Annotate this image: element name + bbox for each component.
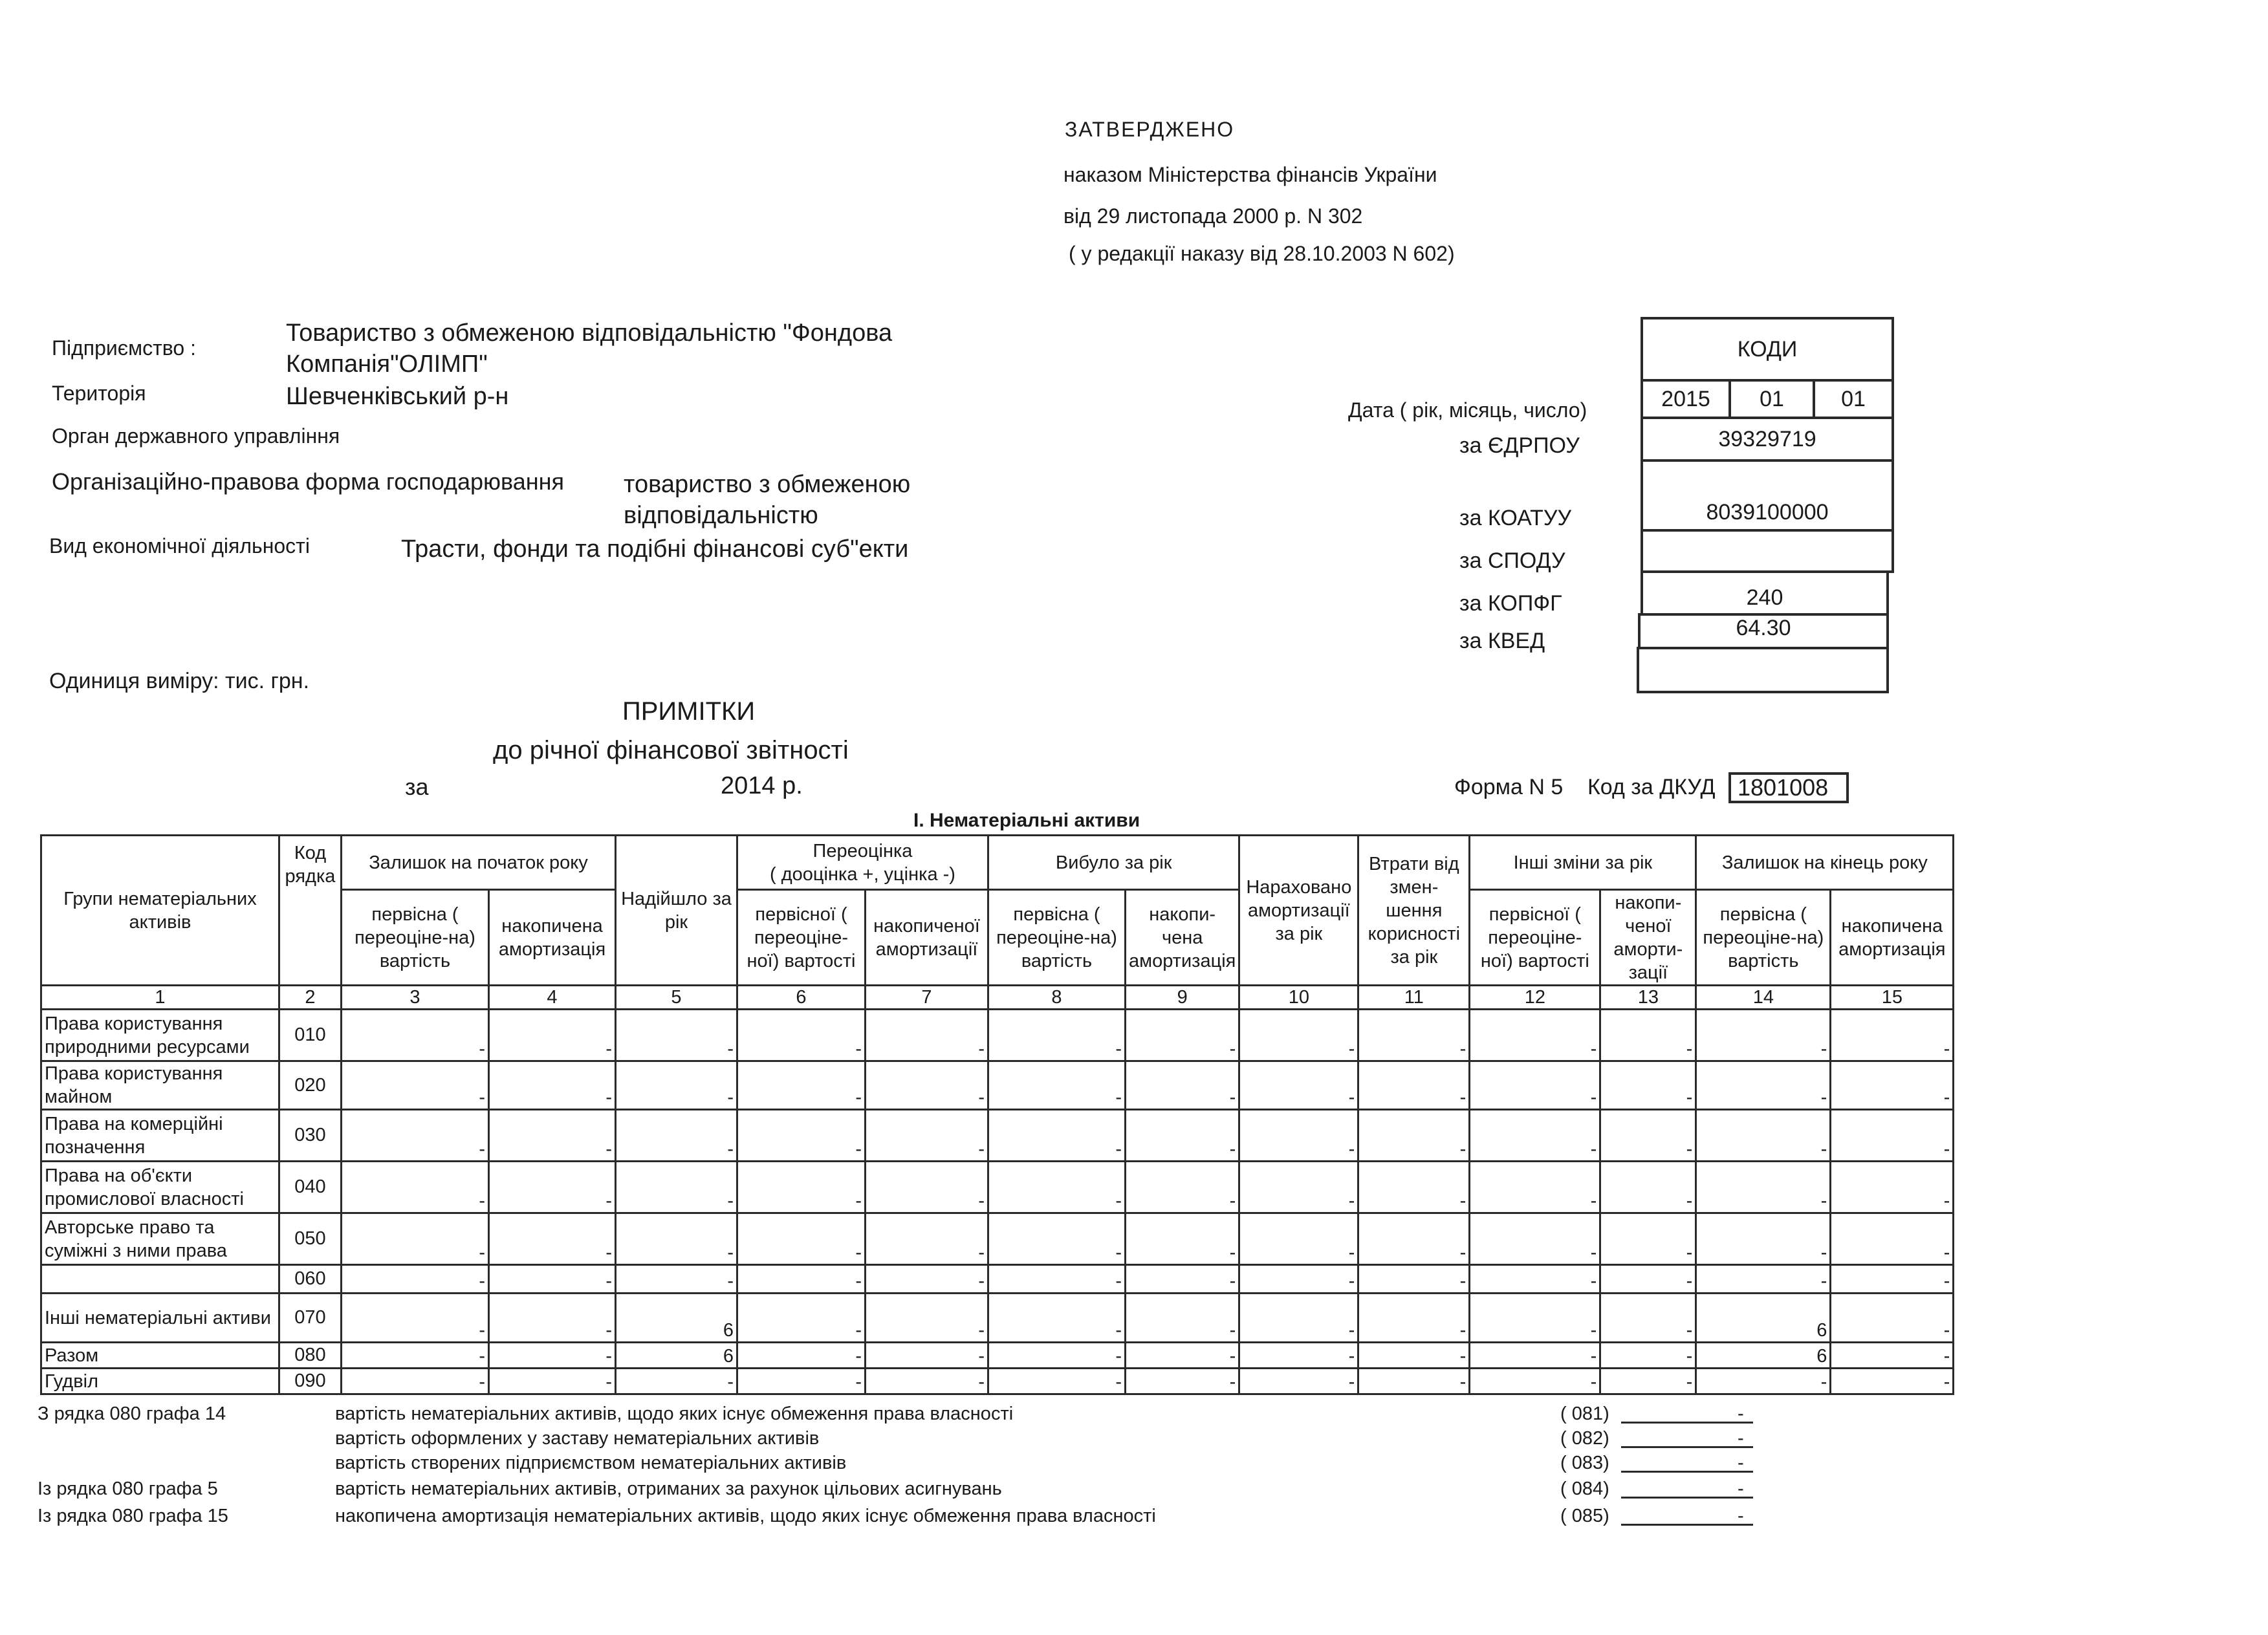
kved-value: 64.30 — [1638, 613, 1889, 649]
row-code: 070 — [279, 1294, 342, 1343]
header-amortization: Нараховано амортизації за рік — [1239, 836, 1358, 986]
column-number: 12 — [1470, 986, 1600, 1010]
row-value: - — [1470, 1162, 1600, 1213]
row-value: - — [1358, 1369, 1470, 1394]
subheader-disposed-initial: первісна ( переоціне-на) вартість — [988, 890, 1126, 986]
column-number: 6 — [737, 986, 866, 1010]
row-value: - — [489, 1294, 616, 1343]
row-value: - — [1239, 1162, 1358, 1213]
row-value: - — [866, 1294, 988, 1343]
row-name: Права користування майном — [41, 1061, 279, 1110]
row-value: - — [1358, 1010, 1470, 1061]
row-name: Права на об'єкти промислової власності — [41, 1162, 279, 1213]
table-row — [41, 1369, 1954, 1394]
row-value: - — [1470, 1061, 1600, 1110]
row-name: Разом — [41, 1343, 279, 1369]
row-value: - — [1600, 1213, 1696, 1265]
row-value: - — [866, 1110, 988, 1162]
column-number: 5 — [616, 986, 737, 1010]
date-month: 01 — [1728, 379, 1815, 419]
legal-form-value-line1: товариство з обмеженою — [624, 471, 911, 498]
row-value: - — [1239, 1265, 1358, 1294]
column-number: 9 — [1126, 986, 1239, 1010]
subheader-disposed-accum: накопи-чена амортизація — [1126, 890, 1239, 986]
row-code: 060 — [279, 1265, 342, 1294]
row-value: - — [489, 1162, 616, 1213]
column-number: 2 — [279, 986, 342, 1010]
subheader-closing-initial: первісна ( переоціне-на) вартість — [1696, 890, 1831, 986]
footnote-prefix: З рядка 080 графа 14 — [38, 1403, 226, 1424]
row-value: - — [866, 1213, 988, 1265]
row-value: - — [1470, 1213, 1600, 1265]
row-value: - — [1126, 1343, 1239, 1369]
row-value: - — [1831, 1343, 1954, 1369]
row-value: - — [489, 1110, 616, 1162]
row-value: - — [1470, 1010, 1600, 1061]
footnote-value: - — [1738, 1506, 1744, 1526]
row-value: - — [1358, 1110, 1470, 1162]
row-value: - — [866, 1343, 988, 1369]
table-row — [41, 1265, 1954, 1294]
row-name: Авторське право та суміжні з ними права — [41, 1213, 279, 1265]
row-value: - — [988, 1294, 1126, 1343]
dkud-label: Код за ДКУД — [1587, 775, 1716, 799]
column-numbers-row — [41, 986, 1954, 1010]
koatuu-value: 8039100000 — [1641, 459, 1894, 532]
dkud-value: 1801008 — [1728, 772, 1849, 803]
footnote-value: - — [1738, 1428, 1744, 1449]
row-value: 6 — [1696, 1294, 1831, 1343]
spodu-label: за СПОДУ — [1459, 548, 1565, 573]
row-value: - — [737, 1265, 866, 1294]
koatuu-label: за КОАТУУ — [1459, 506, 1572, 530]
activity-value: Трасти, фонди та подібні фінансові суб"екти — [401, 536, 909, 563]
row-value: - — [1470, 1369, 1600, 1394]
territory-label: Територія — [52, 382, 146, 405]
row-name: Інші нематеріальні активи — [41, 1294, 279, 1343]
row-value: - — [1239, 1213, 1358, 1265]
row-value: - — [1239, 1343, 1358, 1369]
row-value: - — [737, 1162, 866, 1213]
row-value: - — [988, 1162, 1126, 1213]
footnote-prefix: Із рядка 080 графа 15 — [38, 1506, 228, 1526]
legal-form-value-line2: відповідальністю — [624, 502, 818, 529]
table-row — [41, 1010, 1954, 1061]
kopfg-label: за КОПФГ — [1459, 591, 1562, 616]
report-for-label: за — [405, 774, 429, 800]
row-value: - — [616, 1265, 737, 1294]
enterprise-value-line2: Компанія"ОЛІМП" — [286, 351, 488, 378]
footnote-code: ( 083) — [1560, 1453, 1609, 1473]
table-row — [41, 1343, 1954, 1369]
row-value: - — [1126, 1213, 1239, 1265]
report-title: ПРИМІТКИ — [622, 697, 756, 726]
row-value: - — [1696, 1061, 1831, 1110]
row-value: - — [342, 1343, 489, 1369]
row-value: - — [1358, 1343, 1470, 1369]
row-value: - — [1126, 1010, 1239, 1061]
row-code: 040 — [279, 1162, 342, 1213]
row-value: - — [1600, 1010, 1696, 1061]
column-number: 14 — [1696, 986, 1831, 1010]
table-row — [41, 1061, 1954, 1110]
row-value: - — [988, 1213, 1126, 1265]
row-value: - — [1239, 1061, 1358, 1110]
row-value: - — [1831, 1061, 1954, 1110]
kopfg-value: 240 — [1641, 570, 1889, 616]
kved-label: за КВЕД — [1459, 629, 1545, 653]
header-code: Код рядка — [279, 836, 342, 986]
header-disposed: Вибуло за рік — [988, 836, 1239, 890]
column-number: 7 — [866, 986, 988, 1010]
row-value: - — [1358, 1213, 1470, 1265]
row-value: - — [988, 1369, 1126, 1394]
row-code: 020 — [279, 1061, 342, 1110]
row-value: - — [616, 1369, 737, 1394]
edrpou-label: за ЄДРПОУ — [1459, 433, 1580, 458]
legal-form-label: Організаційно-правова форма господарювання — [52, 468, 564, 495]
subheader-opening-initial: первісна ( переоціне-на) вартість — [342, 890, 489, 986]
row-value: - — [489, 1343, 616, 1369]
row-value: - — [489, 1213, 616, 1265]
row-value: - — [1831, 1265, 1954, 1294]
row-value: - — [1600, 1294, 1696, 1343]
codes-empty-cell — [1637, 647, 1889, 693]
row-value: - — [866, 1010, 988, 1061]
row-value: 6 — [616, 1343, 737, 1369]
row-value: - — [616, 1110, 737, 1162]
unit-label: Одиниця виміру: тис. грн. — [49, 669, 310, 693]
form-label: Форма N 5 — [1454, 775, 1564, 799]
enterprise-label: Підприємство : — [52, 336, 196, 360]
row-code: 010 — [279, 1010, 342, 1061]
column-number: 8 — [988, 986, 1126, 1010]
table-row — [41, 1110, 1954, 1162]
row-value: - — [1126, 1110, 1239, 1162]
footnote-text: вартість оформлених у заставу нематеріальних активів — [335, 1428, 820, 1449]
row-value: - — [342, 1213, 489, 1265]
row-value: - — [737, 1343, 866, 1369]
row-value: - — [1470, 1265, 1600, 1294]
row-value: - — [1358, 1294, 1470, 1343]
row-value: - — [1239, 1369, 1358, 1394]
header-other-changes: Інші зміни за рік — [1470, 836, 1696, 890]
row-value: - — [1358, 1061, 1470, 1110]
footnote-underline — [1621, 1524, 1753, 1526]
codes-header: КОДИ — [1641, 317, 1894, 382]
row-code: 050 — [279, 1213, 342, 1265]
row-value: - — [342, 1369, 489, 1394]
row-value: - — [616, 1010, 737, 1061]
footnote-value: - — [1738, 1403, 1744, 1424]
row-value: - — [342, 1265, 489, 1294]
approval-line-2: від 29 листопада 2000 р. N 302 — [1063, 204, 1363, 228]
row-value: - — [1358, 1265, 1470, 1294]
subheader-other-initial: первісної ( переоціне-ної) вартості — [1470, 890, 1600, 986]
footnote-underline — [1621, 1471, 1753, 1473]
table-row — [41, 1162, 1954, 1213]
row-value: - — [1470, 1294, 1600, 1343]
row-value: - — [988, 1061, 1126, 1110]
row-value: - — [1600, 1110, 1696, 1162]
header-opening: Залишок на початок року — [342, 836, 616, 890]
row-value: - — [1831, 1110, 1954, 1162]
row-code: 030 — [279, 1110, 342, 1162]
row-value: - — [988, 1343, 1126, 1369]
row-value: 6 — [1696, 1343, 1831, 1369]
footnote-text: вартість нематеріальних активів, щодо яких існує обмеження права власності — [335, 1403, 1014, 1424]
header-revaluation: Переоцінка ( дооцінка +, уцінка -) — [737, 836, 988, 890]
date-day: 01 — [1813, 379, 1894, 419]
row-value: - — [1126, 1294, 1239, 1343]
table-body — [41, 1010, 1954, 1394]
row-value: - — [489, 1369, 616, 1394]
row-value: - — [1239, 1294, 1358, 1343]
row-value: - — [1831, 1294, 1954, 1343]
row-name — [41, 1265, 279, 1294]
row-value: - — [866, 1265, 988, 1294]
row-value: - — [489, 1265, 616, 1294]
row-value: - — [1831, 1213, 1954, 1265]
activity-label: Вид економічної діяльності — [49, 534, 310, 558]
approval-line-3: ( у редакції наказу від 28.10.2003 N 602) — [1069, 242, 1455, 265]
header-closing: Залишок на кінець року — [1696, 836, 1954, 890]
row-value: - — [616, 1213, 737, 1265]
row-name: Гудвіл — [41, 1369, 279, 1394]
column-number: 4 — [489, 986, 616, 1010]
approval-line-1: наказом Міністерства фінансів України — [1063, 163, 1437, 186]
row-value: - — [1600, 1162, 1696, 1213]
row-value: - — [489, 1010, 616, 1061]
header-impairment: Втрати від змен-шення корисності за рік — [1358, 836, 1470, 986]
footnote-text: вартість створених підприємством нематеріальних активів — [335, 1453, 847, 1473]
row-value: - — [1600, 1265, 1696, 1294]
row-code: 080 — [279, 1343, 342, 1369]
report-year: 2014 р. — [721, 772, 803, 799]
row-value: - — [1696, 1162, 1831, 1213]
row-value: - — [1831, 1010, 1954, 1061]
row-value: - — [616, 1061, 737, 1110]
footnote-code: ( 084) — [1560, 1478, 1609, 1499]
row-value: - — [866, 1061, 988, 1110]
row-value: - — [1696, 1213, 1831, 1265]
footnote-code: ( 085) — [1560, 1506, 1609, 1526]
row-value: - — [1470, 1110, 1600, 1162]
table-row — [41, 1213, 1954, 1265]
authority-label: Орган державного управління — [52, 424, 340, 448]
footnote-value: - — [1738, 1478, 1744, 1499]
column-number: 10 — [1239, 986, 1358, 1010]
row-value: - — [737, 1110, 866, 1162]
row-value: - — [1831, 1369, 1954, 1394]
row-value: - — [988, 1110, 1126, 1162]
territory-value: Шевченківський р-н — [286, 383, 509, 410]
row-value: - — [866, 1369, 988, 1394]
row-value: - — [737, 1294, 866, 1343]
header-group: Групи нематеріальних активів — [41, 836, 279, 986]
footnote-text: вартість нематеріальних активів, отриманих за рахунок цільових асигнувань — [335, 1478, 1002, 1499]
row-value: - — [342, 1061, 489, 1110]
report-subtitle: до річної фінансової звітності — [493, 736, 849, 764]
footnote-underline — [1621, 1497, 1753, 1499]
row-value: - — [1696, 1110, 1831, 1162]
row-value: - — [1358, 1162, 1470, 1213]
table-row — [41, 1294, 1954, 1343]
row-value: - — [616, 1162, 737, 1213]
footnote-text: накопичена амортизація нематеріальних активів, щодо яких існує обмеження права власності — [335, 1506, 1156, 1526]
footnote-prefix: Із рядка 080 графа 5 — [38, 1478, 218, 1499]
row-value: - — [737, 1010, 866, 1061]
row-value: - — [342, 1294, 489, 1343]
subheader-opening-accum: накопичена амортизація — [489, 890, 616, 986]
row-value: - — [1126, 1265, 1239, 1294]
intangible-assets-table — [40, 834, 1954, 1395]
approval-title: ЗАТВЕРДЖЕНО — [1065, 118, 1235, 141]
row-value: - — [1470, 1343, 1600, 1369]
row-value: - — [1696, 1369, 1831, 1394]
row-value: - — [1126, 1061, 1239, 1110]
date-label: Дата ( рік, місяць, число) — [1348, 398, 1587, 422]
row-value: - — [1600, 1369, 1696, 1394]
footnote-code: ( 082) — [1560, 1428, 1609, 1449]
row-value: - — [1239, 1110, 1358, 1162]
row-value: - — [342, 1010, 489, 1061]
section-title: І. Нематеріальні активи — [913, 810, 1140, 831]
footnote-underline — [1621, 1422, 1753, 1424]
header-received: Надійшло за рік — [616, 836, 737, 986]
row-value: - — [866, 1162, 988, 1213]
row-value: - — [988, 1265, 1126, 1294]
row-value: - — [1600, 1343, 1696, 1369]
subheader-reval-initial: первісної ( переоціне-ної) вартості — [737, 890, 866, 986]
row-value: - — [1126, 1369, 1239, 1394]
row-value: - — [1600, 1061, 1696, 1110]
row-value: - — [1239, 1010, 1358, 1061]
footnote-value: - — [1738, 1453, 1744, 1473]
row-value: - — [737, 1213, 866, 1265]
column-number: 15 — [1831, 986, 1954, 1010]
column-number: 13 — [1600, 986, 1696, 1010]
row-value: - — [342, 1162, 489, 1213]
row-value: - — [489, 1061, 616, 1110]
enterprise-value-line1: Товариство з обмеженою відповідальністю "Фондова — [286, 319, 893, 347]
column-number: 1 — [41, 986, 279, 1010]
column-number: 11 — [1358, 986, 1470, 1010]
row-value: - — [1696, 1265, 1831, 1294]
row-value: - — [1696, 1010, 1831, 1061]
row-name: Права користування природними ресурсами — [41, 1010, 279, 1061]
row-value: - — [1831, 1162, 1954, 1213]
row-value: - — [342, 1110, 489, 1162]
footnote-underline — [1621, 1446, 1753, 1448]
subheader-reval-accum: накопиченої амортизації — [866, 890, 988, 986]
row-value: - — [1126, 1162, 1239, 1213]
subheader-closing-accum: накопичена амортизація — [1831, 890, 1954, 986]
edrpou-value: 39329719 — [1641, 417, 1894, 462]
row-value: 6 — [616, 1294, 737, 1343]
spodu-value — [1641, 529, 1894, 573]
footnote-code: ( 081) — [1560, 1403, 1609, 1424]
subheader-other-accum: накопи-ченої аморти-зації — [1600, 890, 1696, 986]
row-value: - — [988, 1010, 1126, 1061]
row-value: - — [737, 1369, 866, 1394]
date-year: 2015 — [1641, 379, 1731, 419]
column-number: 3 — [342, 986, 489, 1010]
row-code: 090 — [279, 1369, 342, 1394]
row-name: Права на комерційні позначення — [41, 1110, 279, 1162]
row-value: - — [737, 1061, 866, 1110]
